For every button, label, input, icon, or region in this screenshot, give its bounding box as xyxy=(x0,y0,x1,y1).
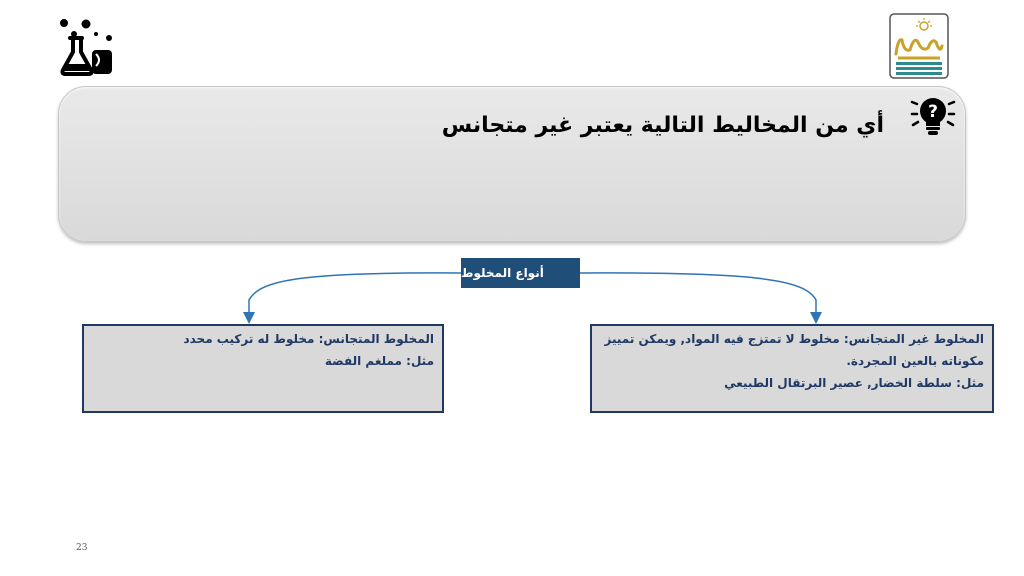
homogeneous-example: مثل: مملغم الفضة xyxy=(324,354,434,368)
heterogeneous-definition-line1: المخلوط غير المتجانس: مخلوط لا تمتزج فيه المواد, ويمكن تمييز xyxy=(604,332,984,346)
lightbulb-question-icon xyxy=(910,94,956,138)
chemistry-flask-icon xyxy=(56,16,118,78)
homogeneous-definition: المخلوط المتجانس: مخلوط له تركيب محدد xyxy=(183,332,434,346)
heterogeneous-definition-line2: مكوناته بالعين المجردة. xyxy=(846,354,984,368)
heterogeneous-definition-box xyxy=(590,324,994,413)
homogeneous-definition-box xyxy=(82,324,444,413)
logo-icon xyxy=(888,12,950,80)
connector-right xyxy=(580,273,816,318)
svg-text:?: ? xyxy=(928,102,938,122)
heterogeneous-example: مثل: سلطة الخضار, عصير البرتقال الطبيعي xyxy=(724,376,984,390)
question-text: أي من المخاليط التالية يعتبر غير متجانس xyxy=(441,113,884,138)
question-banner xyxy=(58,86,966,242)
mixture-types-label: أنواع المخلوط xyxy=(461,258,580,288)
connector-left xyxy=(249,273,461,318)
page-number: 23 xyxy=(76,543,88,553)
